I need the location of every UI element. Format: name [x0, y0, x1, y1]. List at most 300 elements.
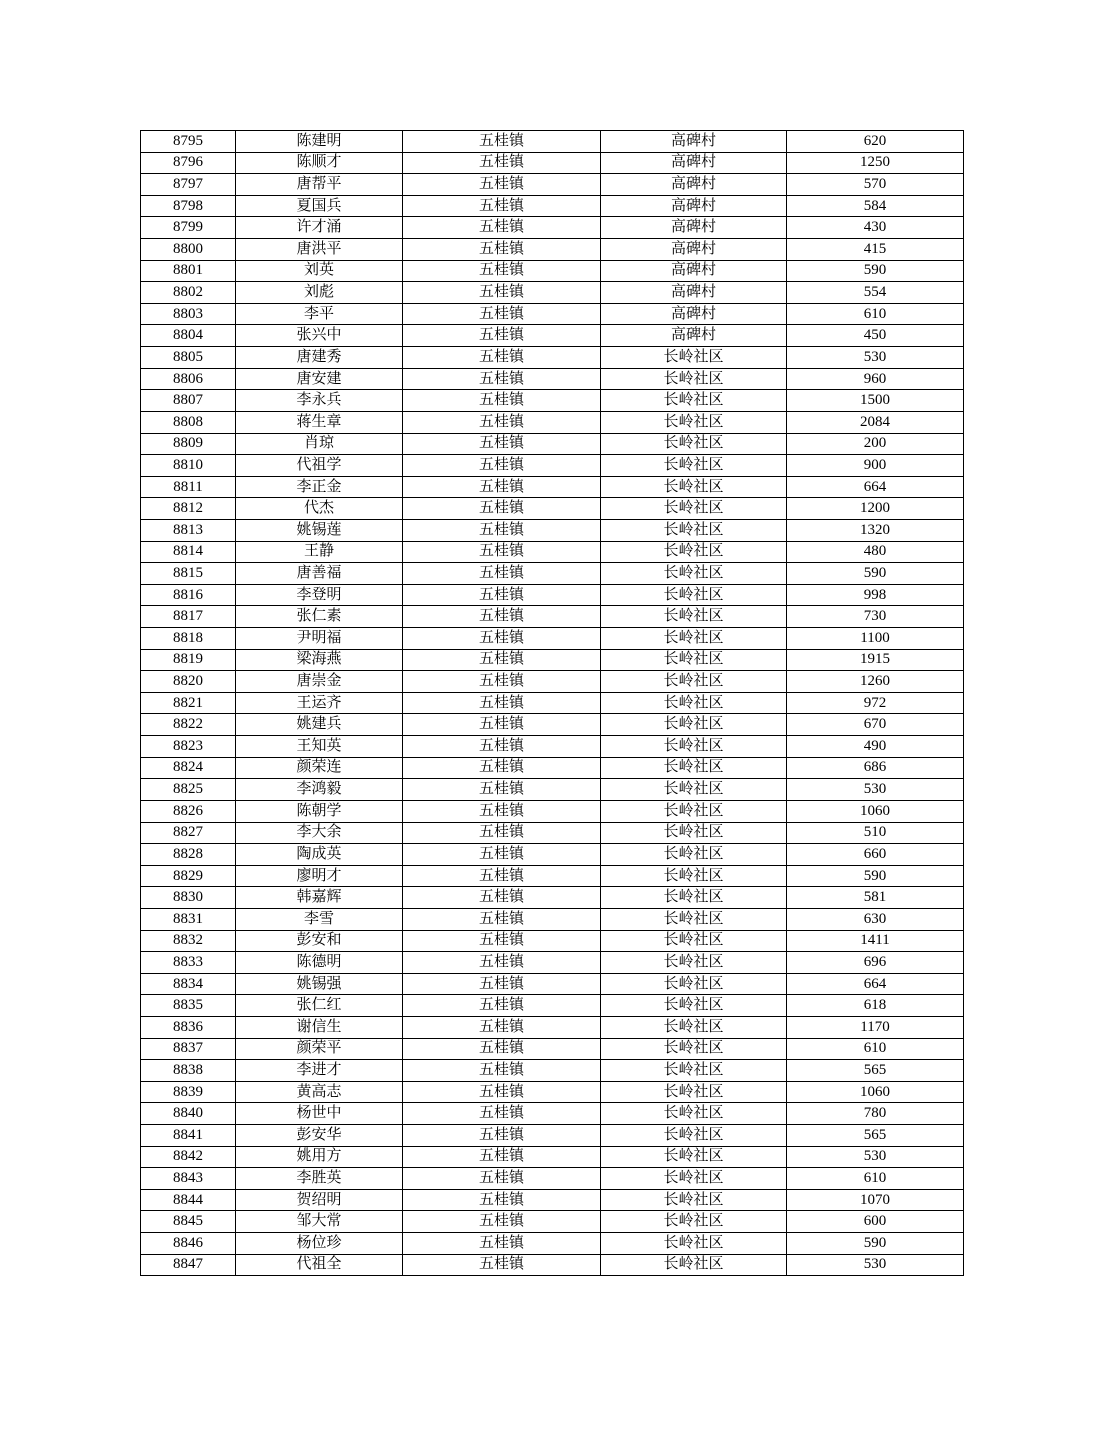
cell-town: 五桂镇 [403, 952, 601, 974]
cell-village: 长岭社区 [601, 1038, 787, 1060]
cell-village: 长岭社区 [601, 1103, 787, 1125]
cell-id: 8819 [141, 649, 236, 671]
cell-amount: 610 [787, 1038, 964, 1060]
table-row [141, 325, 964, 347]
table-row [141, 390, 964, 412]
cell-name: 贺绍明 [236, 1189, 403, 1211]
table-row [141, 541, 964, 563]
cell-village: 长岭社区 [601, 930, 787, 952]
cell-village: 高碑村 [601, 131, 787, 153]
cell-village: 高碑村 [601, 303, 787, 325]
cell-amount: 686 [787, 757, 964, 779]
cell-name: 王运齐 [236, 692, 403, 714]
cell-town: 五桂镇 [403, 1038, 601, 1060]
cell-village: 高碑村 [601, 260, 787, 282]
cell-id: 8837 [141, 1038, 236, 1060]
cell-village: 长岭社区 [601, 973, 787, 995]
cell-village: 长岭社区 [601, 952, 787, 974]
cell-village: 长岭社区 [601, 649, 787, 671]
cell-id: 8810 [141, 455, 236, 477]
cell-village: 长岭社区 [601, 779, 787, 801]
cell-id: 8845 [141, 1211, 236, 1233]
cell-town: 五桂镇 [403, 131, 601, 153]
table-row [141, 844, 964, 866]
cell-town: 五桂镇 [403, 411, 601, 433]
cell-amount: 1060 [787, 1081, 964, 1103]
table-row [141, 1125, 964, 1147]
cell-name: 杨位珍 [236, 1233, 403, 1255]
table-row [141, 1233, 964, 1255]
cell-village: 长岭社区 [601, 714, 787, 736]
cell-id: 8818 [141, 628, 236, 650]
cell-name: 陈朝学 [236, 800, 403, 822]
cell-amount: 730 [787, 606, 964, 628]
table-row [141, 260, 964, 282]
cell-town: 五桂镇 [403, 800, 601, 822]
cell-village: 长岭社区 [601, 433, 787, 455]
cell-town: 五桂镇 [403, 822, 601, 844]
cell-name: 刘英 [236, 260, 403, 282]
cell-village: 长岭社区 [601, 455, 787, 477]
cell-amount: 570 [787, 174, 964, 196]
cell-id: 8805 [141, 347, 236, 369]
cell-village: 长岭社区 [601, 1060, 787, 1082]
cell-name: 许才涌 [236, 217, 403, 239]
cell-town: 五桂镇 [403, 260, 601, 282]
cell-id: 8822 [141, 714, 236, 736]
table-row [141, 584, 964, 606]
cell-id: 8824 [141, 757, 236, 779]
cell-amount: 998 [787, 584, 964, 606]
cell-town: 五桂镇 [403, 303, 601, 325]
cell-id: 8841 [141, 1125, 236, 1147]
cell-amount: 430 [787, 217, 964, 239]
records-table [140, 130, 964, 1276]
cell-id: 8802 [141, 282, 236, 304]
cell-village: 长岭社区 [601, 1189, 787, 1211]
cell-town: 五桂镇 [403, 995, 601, 1017]
cell-name: 李大余 [236, 822, 403, 844]
cell-id: 8806 [141, 368, 236, 390]
cell-amount: 664 [787, 476, 964, 498]
cell-town: 五桂镇 [403, 779, 601, 801]
table-row [141, 1081, 964, 1103]
cell-village: 长岭社区 [601, 844, 787, 866]
cell-id: 8827 [141, 822, 236, 844]
cell-village: 高碑村 [601, 152, 787, 174]
cell-town: 五桂镇 [403, 606, 601, 628]
cell-town: 五桂镇 [403, 563, 601, 585]
cell-amount: 1411 [787, 930, 964, 952]
cell-village: 长岭社区 [601, 368, 787, 390]
cell-amount: 530 [787, 347, 964, 369]
cell-name: 李雪 [236, 908, 403, 930]
table-row [141, 498, 964, 520]
cell-name: 颜荣连 [236, 757, 403, 779]
cell-amount: 530 [787, 1146, 964, 1168]
cell-amount: 780 [787, 1103, 964, 1125]
cell-name: 李胜英 [236, 1168, 403, 1190]
cell-village: 长岭社区 [601, 692, 787, 714]
table-row [141, 649, 964, 671]
cell-amount: 1200 [787, 498, 964, 520]
cell-village: 长岭社区 [601, 887, 787, 909]
cell-amount: 2084 [787, 411, 964, 433]
table-row [141, 973, 964, 995]
cell-name: 刘彪 [236, 282, 403, 304]
cell-amount: 590 [787, 865, 964, 887]
cell-id: 8803 [141, 303, 236, 325]
table-row [141, 1038, 964, 1060]
table-row [141, 671, 964, 693]
cell-village: 长岭社区 [601, 563, 787, 585]
cell-name: 姚锡强 [236, 973, 403, 995]
cell-id: 8829 [141, 865, 236, 887]
table-row [141, 347, 964, 369]
cell-amount: 1250 [787, 152, 964, 174]
cell-name: 夏国兵 [236, 195, 403, 217]
cell-village: 长岭社区 [601, 736, 787, 758]
cell-town: 五桂镇 [403, 1233, 601, 1255]
cell-amount: 610 [787, 303, 964, 325]
cell-amount: 610 [787, 1168, 964, 1190]
cell-town: 五桂镇 [403, 152, 601, 174]
cell-amount: 960 [787, 368, 964, 390]
cell-id: 8846 [141, 1233, 236, 1255]
cell-town: 五桂镇 [403, 973, 601, 995]
table-row [141, 822, 964, 844]
cell-village: 长岭社区 [601, 671, 787, 693]
cell-amount: 670 [787, 714, 964, 736]
cell-name: 唐帮平 [236, 174, 403, 196]
cell-name: 陈建明 [236, 131, 403, 153]
cell-village: 长岭社区 [601, 584, 787, 606]
cell-town: 五桂镇 [403, 174, 601, 196]
cell-amount: 581 [787, 887, 964, 909]
cell-name: 邹大常 [236, 1211, 403, 1233]
cell-village: 长岭社区 [601, 519, 787, 541]
cell-id: 8798 [141, 195, 236, 217]
cell-amount: 1915 [787, 649, 964, 671]
cell-id: 8832 [141, 930, 236, 952]
records-table-body [141, 131, 964, 1276]
cell-name: 彭安华 [236, 1125, 403, 1147]
table-row [141, 930, 964, 952]
cell-id: 8840 [141, 1103, 236, 1125]
table-row [141, 433, 964, 455]
cell-town: 五桂镇 [403, 1081, 601, 1103]
cell-name: 王静 [236, 541, 403, 563]
cell-village: 长岭社区 [601, 1125, 787, 1147]
cell-name: 蒋生章 [236, 411, 403, 433]
table-row [141, 887, 964, 909]
table-row [141, 217, 964, 239]
cell-amount: 696 [787, 952, 964, 974]
cell-id: 8839 [141, 1081, 236, 1103]
cell-amount: 200 [787, 433, 964, 455]
cell-amount: 1070 [787, 1189, 964, 1211]
cell-amount: 1060 [787, 800, 964, 822]
cell-name: 唐崇金 [236, 671, 403, 693]
cell-village: 长岭社区 [601, 411, 787, 433]
cell-town: 五桂镇 [403, 1168, 601, 1190]
cell-village: 长岭社区 [601, 908, 787, 930]
table-row [141, 1168, 964, 1190]
cell-amount: 490 [787, 736, 964, 758]
cell-village: 长岭社区 [601, 606, 787, 628]
cell-town: 五桂镇 [403, 1016, 601, 1038]
cell-village: 高碑村 [601, 174, 787, 196]
cell-name: 李永兵 [236, 390, 403, 412]
cell-town: 五桂镇 [403, 455, 601, 477]
cell-village: 长岭社区 [601, 390, 787, 412]
cell-id: 8797 [141, 174, 236, 196]
cell-town: 五桂镇 [403, 628, 601, 650]
cell-town: 五桂镇 [403, 1211, 601, 1233]
cell-name: 唐洪平 [236, 239, 403, 261]
cell-town: 五桂镇 [403, 476, 601, 498]
cell-id: 8821 [141, 692, 236, 714]
cell-id: 8826 [141, 800, 236, 822]
cell-amount: 620 [787, 131, 964, 153]
cell-name: 彭安和 [236, 930, 403, 952]
cell-id: 8807 [141, 390, 236, 412]
cell-village: 长岭社区 [601, 1146, 787, 1168]
cell-town: 五桂镇 [403, 692, 601, 714]
table-row [141, 995, 964, 1017]
cell-village: 长岭社区 [601, 800, 787, 822]
cell-name: 姚锡莲 [236, 519, 403, 541]
cell-village: 高碑村 [601, 217, 787, 239]
cell-name: 代祖全 [236, 1254, 403, 1276]
cell-town: 五桂镇 [403, 1254, 601, 1276]
cell-id: 8816 [141, 584, 236, 606]
cell-village: 长岭社区 [601, 757, 787, 779]
cell-id: 8830 [141, 887, 236, 909]
cell-id: 8833 [141, 952, 236, 974]
cell-town: 五桂镇 [403, 736, 601, 758]
cell-id: 8814 [141, 541, 236, 563]
cell-name: 廖明才 [236, 865, 403, 887]
cell-id: 8813 [141, 519, 236, 541]
cell-town: 五桂镇 [403, 1189, 601, 1211]
cell-village: 长岭社区 [601, 541, 787, 563]
cell-id: 8825 [141, 779, 236, 801]
table-row [141, 1103, 964, 1125]
cell-name: 张兴中 [236, 325, 403, 347]
cell-amount: 590 [787, 1233, 964, 1255]
table-row [141, 1254, 964, 1276]
cell-village: 长岭社区 [601, 498, 787, 520]
cell-name: 肖琼 [236, 433, 403, 455]
cell-name: 李正金 [236, 476, 403, 498]
cell-name: 谢信生 [236, 1016, 403, 1038]
table-row [141, 865, 964, 887]
cell-amount: 480 [787, 541, 964, 563]
cell-id: 8831 [141, 908, 236, 930]
cell-amount: 1260 [787, 671, 964, 693]
cell-amount: 590 [787, 563, 964, 585]
table-row [141, 519, 964, 541]
cell-town: 五桂镇 [403, 757, 601, 779]
cell-id: 8799 [141, 217, 236, 239]
cell-amount: 565 [787, 1060, 964, 1082]
cell-village: 高碑村 [601, 325, 787, 347]
cell-village: 长岭社区 [601, 1254, 787, 1276]
cell-amount: 664 [787, 973, 964, 995]
cell-town: 五桂镇 [403, 498, 601, 520]
table-row [141, 195, 964, 217]
table-row [141, 174, 964, 196]
cell-amount: 1170 [787, 1016, 964, 1038]
cell-id: 8811 [141, 476, 236, 498]
table-row [141, 239, 964, 261]
cell-town: 五桂镇 [403, 347, 601, 369]
table-row [141, 368, 964, 390]
cell-amount: 450 [787, 325, 964, 347]
cell-amount: 554 [787, 282, 964, 304]
cell-amount: 900 [787, 455, 964, 477]
cell-town: 五桂镇 [403, 195, 601, 217]
cell-id: 8812 [141, 498, 236, 520]
cell-id: 8847 [141, 1254, 236, 1276]
cell-name: 唐善福 [236, 563, 403, 585]
cell-amount: 565 [787, 1125, 964, 1147]
table-row [141, 714, 964, 736]
cell-name: 姚用方 [236, 1146, 403, 1168]
cell-amount: 584 [787, 195, 964, 217]
cell-name: 李平 [236, 303, 403, 325]
cell-name: 李进才 [236, 1060, 403, 1082]
cell-amount: 510 [787, 822, 964, 844]
cell-name: 颜荣平 [236, 1038, 403, 1060]
cell-village: 长岭社区 [601, 822, 787, 844]
cell-name: 唐建秀 [236, 347, 403, 369]
cell-amount: 660 [787, 844, 964, 866]
table-row [141, 606, 964, 628]
table-row [141, 1060, 964, 1082]
cell-amount: 600 [787, 1211, 964, 1233]
cell-village: 高碑村 [601, 282, 787, 304]
cell-town: 五桂镇 [403, 908, 601, 930]
cell-name: 张仁素 [236, 606, 403, 628]
cell-name: 代祖学 [236, 455, 403, 477]
cell-town: 五桂镇 [403, 390, 601, 412]
cell-name: 梁海燕 [236, 649, 403, 671]
cell-village: 长岭社区 [601, 1211, 787, 1233]
cell-amount: 530 [787, 1254, 964, 1276]
cell-village: 长岭社区 [601, 628, 787, 650]
cell-id: 8835 [141, 995, 236, 1017]
cell-village: 高碑村 [601, 195, 787, 217]
cell-name: 王知英 [236, 736, 403, 758]
cell-village: 长岭社区 [601, 347, 787, 369]
cell-town: 五桂镇 [403, 1125, 601, 1147]
cell-id: 8838 [141, 1060, 236, 1082]
cell-town: 五桂镇 [403, 433, 601, 455]
table-row [141, 779, 964, 801]
table-row [141, 1146, 964, 1168]
cell-town: 五桂镇 [403, 671, 601, 693]
cell-village: 长岭社区 [601, 1016, 787, 1038]
cell-name: 陈顺才 [236, 152, 403, 174]
table-row [141, 411, 964, 433]
cell-amount: 590 [787, 260, 964, 282]
cell-id: 8823 [141, 736, 236, 758]
cell-amount: 1100 [787, 628, 964, 650]
table-row [141, 736, 964, 758]
cell-amount: 530 [787, 779, 964, 801]
cell-town: 五桂镇 [403, 217, 601, 239]
table-row [141, 908, 964, 930]
cell-name: 姚建兵 [236, 714, 403, 736]
table-row [141, 692, 964, 714]
cell-town: 五桂镇 [403, 1103, 601, 1125]
cell-town: 五桂镇 [403, 239, 601, 261]
table-row [141, 628, 964, 650]
cell-id: 8808 [141, 411, 236, 433]
cell-id: 8801 [141, 260, 236, 282]
cell-id: 8815 [141, 563, 236, 585]
cell-id: 8828 [141, 844, 236, 866]
cell-town: 五桂镇 [403, 930, 601, 952]
cell-id: 8834 [141, 973, 236, 995]
cell-id: 8820 [141, 671, 236, 693]
table-row [141, 757, 964, 779]
cell-name: 陈德明 [236, 952, 403, 974]
cell-id: 8817 [141, 606, 236, 628]
cell-id: 8836 [141, 1016, 236, 1038]
table-row [141, 800, 964, 822]
cell-amount: 1320 [787, 519, 964, 541]
cell-village: 长岭社区 [601, 476, 787, 498]
cell-id: 8796 [141, 152, 236, 174]
table-row [141, 282, 964, 304]
cell-amount: 415 [787, 239, 964, 261]
cell-name: 尹明福 [236, 628, 403, 650]
cell-town: 五桂镇 [403, 844, 601, 866]
cell-village: 长岭社区 [601, 1233, 787, 1255]
cell-town: 五桂镇 [403, 368, 601, 390]
cell-town: 五桂镇 [403, 584, 601, 606]
cell-town: 五桂镇 [403, 282, 601, 304]
cell-name: 杨世中 [236, 1103, 403, 1125]
cell-id: 8844 [141, 1189, 236, 1211]
table-row [141, 455, 964, 477]
cell-name: 唐安建 [236, 368, 403, 390]
cell-town: 五桂镇 [403, 1146, 601, 1168]
cell-id: 8804 [141, 325, 236, 347]
cell-name: 黄高志 [236, 1081, 403, 1103]
cell-name: 韩嘉辉 [236, 887, 403, 909]
cell-name: 代杰 [236, 498, 403, 520]
cell-amount: 630 [787, 908, 964, 930]
cell-id: 8842 [141, 1146, 236, 1168]
cell-id: 8795 [141, 131, 236, 153]
cell-name: 张仁红 [236, 995, 403, 1017]
cell-amount: 618 [787, 995, 964, 1017]
table-row [141, 1016, 964, 1038]
cell-name: 陶成英 [236, 844, 403, 866]
table-row [141, 952, 964, 974]
table-row [141, 152, 964, 174]
cell-id: 8843 [141, 1168, 236, 1190]
cell-town: 五桂镇 [403, 1060, 601, 1082]
cell-amount: 972 [787, 692, 964, 714]
cell-town: 五桂镇 [403, 519, 601, 541]
cell-village: 长岭社区 [601, 1168, 787, 1190]
table-row [141, 563, 964, 585]
